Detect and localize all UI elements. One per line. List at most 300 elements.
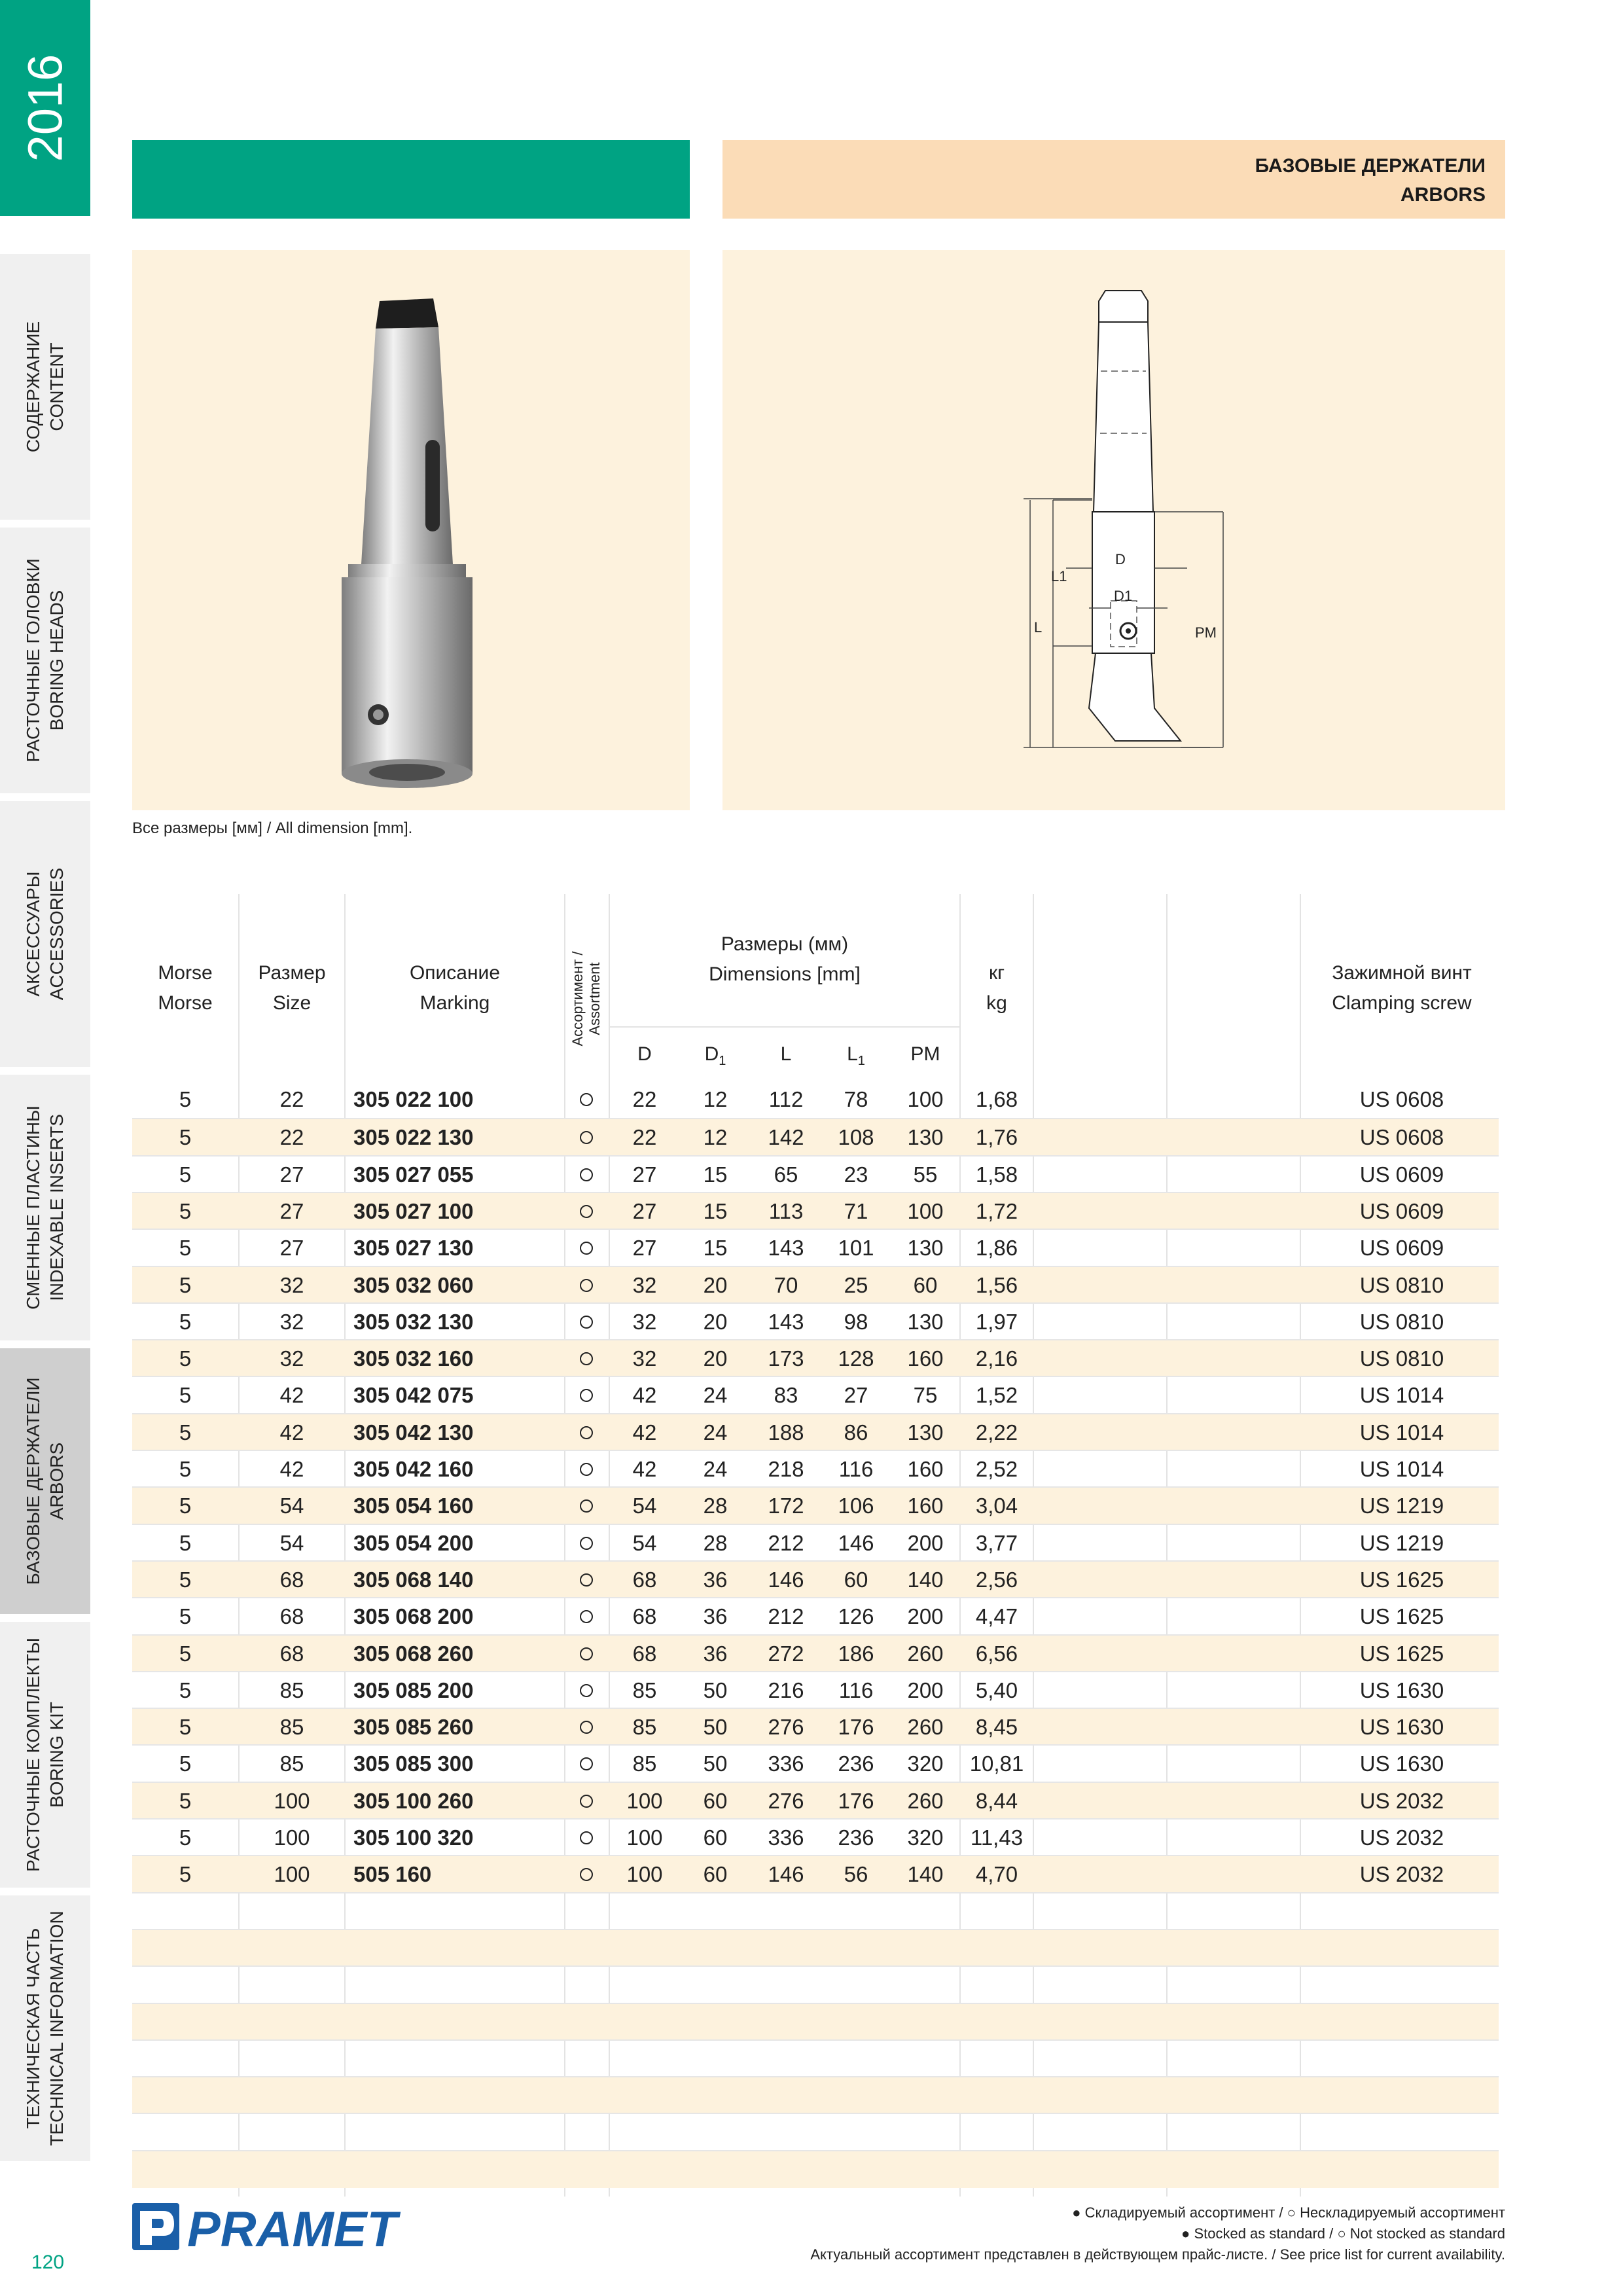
table-cell: 1,58 [975, 1162, 1018, 1187]
header-green-bar [132, 140, 690, 219]
table-cell: 100 [907, 1087, 944, 1111]
table-row [132, 2039, 1499, 2077]
sidebar-tab-label-ru: АКСЕССУАРЫ [23, 871, 43, 997]
header-L: L [780, 1043, 792, 1065]
table-cell: 1,72 [975, 1198, 1018, 1223]
section-header [722, 140, 1505, 219]
sidebar-tab-content[interactable] [0, 254, 90, 520]
table-cell: 100 [626, 1825, 663, 1850]
table-cell: 54 [632, 1494, 657, 1518]
table-row [132, 1155, 1499, 1193]
table-cell: 3,04 [975, 1494, 1018, 1518]
footer-availability-note: Актуальный ассортимент представлен в действующем прайс-листе. / See price list for current availability. [810, 2246, 1505, 2263]
table-cell: 276 [768, 1715, 804, 1740]
table-cell: US 1219 [1359, 1494, 1444, 1518]
header-PM: PM [910, 1043, 940, 1065]
table-cell: 12 [703, 1087, 728, 1111]
table-cell: 305 042 130 [353, 1420, 474, 1444]
table-cell: US 1630 [1359, 1751, 1444, 1776]
table-cell: 200 [907, 1677, 944, 1702]
header-morse: Morse Morse [158, 962, 213, 1014]
table-cell: 2,16 [975, 1346, 1018, 1371]
table-cell: 160 [907, 1457, 944, 1481]
arbor-photo [132, 250, 690, 810]
table-row [132, 1339, 1499, 1377]
table-cell: 1,86 [975, 1236, 1018, 1261]
table-cell: 36 [703, 1567, 728, 1592]
table-cell: 32 [279, 1272, 304, 1297]
table-cell: 305 054 200 [353, 1530, 474, 1555]
table-cell: 5 [179, 1788, 192, 1813]
table-cell: 140 [907, 1567, 944, 1592]
table-cell: US 1625 [1359, 1567, 1444, 1592]
table-cell: 50 [703, 1751, 728, 1776]
table-cell: 27 [279, 1162, 304, 1187]
table-cell: 83 [774, 1383, 798, 1408]
table-cell: 116 [838, 1457, 874, 1481]
table-cell: US 0608 [1359, 1087, 1444, 1111]
table-cell: 20 [703, 1272, 728, 1297]
table-row [132, 1708, 1499, 1746]
footer-legend-en: ● Stocked as standard / ○ Not stocked as standard [1181, 2225, 1505, 2242]
table-cell: 68 [279, 1604, 304, 1629]
header-size: Размер Size [258, 962, 326, 1014]
table-cell: 54 [279, 1530, 304, 1555]
table-cell: 42 [279, 1457, 304, 1481]
label-D: D [1115, 551, 1126, 567]
dimension-note: Все размеры [мм] / All dimension [mm]. [132, 819, 413, 837]
table-cell: US 0609 [1359, 1236, 1444, 1261]
table-cell: 5 [179, 1862, 192, 1887]
header-L1: $L_1$ [847, 1043, 865, 1068]
table-cell: 32 [632, 1309, 657, 1334]
table-cell: US 1014 [1359, 1457, 1444, 1481]
table-cell: 100 [274, 1862, 310, 1887]
header-marking: Описание Marking [409, 962, 501, 1014]
table-row [132, 1229, 1499, 1266]
table-cell: 60 [703, 1788, 728, 1813]
table-cell: 305 085 300 [353, 1751, 474, 1776]
table-row [132, 1634, 1499, 1672]
table-cell: 22 [632, 1087, 657, 1111]
table-cell: 85 [632, 1677, 657, 1702]
table-cell: 5 [179, 1457, 192, 1481]
table-cell: 146 [768, 1862, 804, 1887]
table-cell: 130 [907, 1125, 944, 1150]
table-row [132, 1302, 1499, 1340]
sidebar-tab-label-en: ARBORS [46, 1442, 67, 1520]
not-stocked-icon [580, 1795, 593, 1808]
table-cell: US 0810 [1359, 1309, 1444, 1334]
table-cell: 305 085 200 [353, 1677, 474, 1702]
table-row [132, 1192, 1499, 1230]
not-stocked-icon [580, 1352, 593, 1365]
table-row [132, 2076, 1499, 2114]
table-cell: 42 [632, 1383, 657, 1408]
table-cell: 186 [838, 1641, 874, 1666]
table-cell: 188 [768, 1420, 804, 1444]
table-cell: 68 [632, 1567, 657, 1592]
table-cell: 128 [838, 1346, 874, 1371]
section-title-en: ARBORS [1400, 184, 1486, 206]
table-cell: 260 [907, 1641, 944, 1666]
table-cell: US 0810 [1359, 1272, 1444, 1297]
table-cell: 27 [279, 1198, 304, 1223]
table-cell: 142 [768, 1125, 804, 1150]
table-cell: US 0609 [1359, 1162, 1444, 1187]
sidebar-tab-accessories[interactable] [0, 801, 90, 1067]
table-row [132, 1892, 1499, 1930]
sidebar-tab-label-ru: БАЗОВЫЕ ДЕРЖАТЕЛИ [23, 1377, 43, 1585]
header-D: D [637, 1043, 652, 1065]
table-cell: 130 [907, 1309, 944, 1334]
table-cell: 36 [703, 1641, 728, 1666]
table-cell: 305 022 100 [353, 1087, 474, 1111]
table-cell: 85 [279, 1751, 304, 1776]
label-L1: L1 [1051, 568, 1067, 584]
table-cell: 60 [703, 1862, 728, 1887]
not-stocked-icon [580, 1647, 593, 1660]
table-cell: 20 [703, 1346, 728, 1371]
table-cell: 27 [279, 1236, 304, 1261]
table-cell: 172 [768, 1494, 804, 1518]
table-row [132, 1524, 1499, 1562]
table-cell: 5 [179, 1272, 192, 1297]
table-cell: 100 [274, 1825, 310, 1850]
label-PM: PM [1195, 624, 1217, 641]
table-cell: 75 [913, 1383, 938, 1408]
table-cell: 1,76 [975, 1125, 1018, 1150]
table-cell: 1,68 [975, 1087, 1018, 1111]
table-cell: 5 [179, 1087, 192, 1111]
table-cell: 60 [913, 1272, 938, 1297]
table-cell: 3,77 [975, 1530, 1018, 1555]
brand-name: PRAMET [187, 2202, 397, 2257]
not-stocked-icon [580, 1316, 593, 1329]
label-L: L [1034, 619, 1043, 636]
table-cell: 260 [907, 1715, 944, 1740]
table-row [132, 1081, 1499, 1118]
table-cell: 56 [844, 1862, 868, 1887]
table-cell: 100 [274, 1788, 310, 1813]
section-title-ru: БАЗОВЫЕ ДЕРЖАТЕЛИ [1255, 155, 1486, 177]
table-cell: 23 [844, 1162, 868, 1187]
table-cell: 22 [279, 1087, 304, 1111]
sidebar-tab-boring-heads[interactable] [0, 528, 90, 793]
table-cell: 305 100 320 [353, 1825, 474, 1850]
table-cell: 212 [768, 1530, 804, 1555]
table-cell: 116 [838, 1677, 874, 1702]
table-cell: 5 [179, 1825, 192, 1850]
table-cell: 276 [768, 1788, 804, 1813]
not-stocked-icon [580, 1684, 593, 1697]
table-cell: US 0810 [1359, 1346, 1444, 1371]
header-weight: кг kg [986, 962, 1007, 1014]
table-cell: 5 [179, 1715, 192, 1740]
table-cell: 336 [768, 1825, 804, 1850]
header-D1: $D_1$ [704, 1043, 726, 1068]
table-cell: 108 [838, 1125, 874, 1150]
year-label: 2016 [18, 54, 73, 162]
pramet-logo [132, 2198, 407, 2260]
table-cell: 22 [279, 1125, 304, 1150]
table-cell: 320 [907, 1751, 944, 1776]
sidebar-tab-label-ru: СОДЕРЖАНИЕ [23, 321, 43, 453]
not-stocked-icon [580, 1093, 593, 1106]
table-cell: 305 068 140 [353, 1567, 474, 1592]
table-cell: 4,70 [975, 1862, 1018, 1887]
table-cell: 100 [626, 1862, 663, 1887]
table-cell: 216 [768, 1677, 804, 1702]
year-badge [0, 0, 90, 216]
sidebar-tab-arbors[interactable] [0, 1348, 90, 1614]
table-cell: 54 [279, 1494, 304, 1518]
table-cell: 11,43 [970, 1825, 1024, 1850]
table-cell: 2,56 [975, 1567, 1018, 1592]
sidebar-tab-label-en: BORING HEADS [46, 590, 67, 731]
table-cell: 173 [768, 1346, 804, 1371]
table-cell: 5 [179, 1346, 192, 1371]
table-cell: 24 [703, 1383, 728, 1408]
table-cell: 28 [703, 1530, 728, 1555]
table-cell: 218 [768, 1457, 804, 1481]
table-cell: 130 [907, 1236, 944, 1261]
table-cell: 32 [632, 1272, 657, 1297]
table-cell: 305 042 160 [353, 1457, 474, 1481]
sidebar-tab-technical-information[interactable] [0, 1895, 90, 2161]
not-stocked-icon [580, 1610, 593, 1623]
table-cell: US 2032 [1359, 1862, 1444, 1887]
table-cell: 5 [179, 1604, 192, 1629]
table-cell: 28 [703, 1494, 728, 1518]
table-cell: 5 [179, 1162, 192, 1187]
table-cell: 305 027 130 [353, 1236, 474, 1261]
not-stocked-icon [580, 1168, 593, 1181]
table-cell: 272 [768, 1641, 804, 1666]
table-row [132, 1597, 1499, 1635]
table-cell: US 2032 [1359, 1825, 1444, 1850]
not-stocked-icon [580, 1389, 593, 1402]
table-cell: 15 [703, 1162, 728, 1187]
sidebar-tab-label-en: ACCESSORIES [46, 867, 67, 1001]
table-cell: 20 [703, 1309, 728, 1334]
table-row [132, 1560, 1499, 1598]
not-stocked-icon [580, 1242, 593, 1255]
table-row [132, 1413, 1499, 1451]
table-cell: 160 [907, 1346, 944, 1371]
table-cell: 236 [838, 1751, 874, 1776]
table-cell: 70 [774, 1272, 798, 1297]
table-cell: 15 [703, 1236, 728, 1261]
table-cell: 5 [179, 1641, 192, 1666]
table-row [132, 1929, 1499, 1967]
not-stocked-icon [580, 1537, 593, 1550]
table-cell: 112 [768, 1087, 804, 1111]
table-row [132, 1965, 1499, 2003]
table-cell: 5 [179, 1567, 192, 1592]
table-cell: 100 [907, 1198, 944, 1223]
table-cell: 5 [179, 1198, 192, 1223]
table-cell: 5 [179, 1420, 192, 1444]
sidebar-tab-label-en: CONTENT [46, 342, 67, 431]
table-cell: 5 [179, 1751, 192, 1776]
table-cell: 305 100 260 [353, 1788, 474, 1813]
table-cell: 5 [179, 1677, 192, 1702]
table-cell: 55 [913, 1162, 938, 1187]
header-assortment: Ассортимент / Assortment [569, 951, 603, 1047]
table-cell: 113 [768, 1198, 804, 1223]
not-stocked-icon [580, 1721, 593, 1734]
table-cell: 32 [279, 1346, 304, 1371]
table-cell: US 1014 [1359, 1420, 1444, 1444]
table-cell: 305 032 160 [353, 1346, 474, 1371]
table-cell: 6,56 [975, 1641, 1018, 1666]
table-cell: 42 [279, 1383, 304, 1408]
page-number: 120 [31, 2251, 65, 2273]
sidebar-tab-boring-kit[interactable] [0, 1622, 90, 1888]
table-cell: 505 160 [353, 1862, 432, 1887]
sidebar-tab-indexable-inserts[interactable] [0, 1075, 90, 1340]
sidebar-tab-label-en: TECHNICAL INFORMATION [46, 1910, 67, 2146]
table-cell: 140 [907, 1862, 944, 1887]
table-row [132, 2003, 1499, 2041]
table-cell: 1,56 [975, 1272, 1018, 1297]
table-cell: 305 032 130 [353, 1309, 474, 1334]
table-cell: 1,97 [975, 1309, 1018, 1334]
table-cell: US 0609 [1359, 1198, 1444, 1223]
table-cell: 32 [279, 1309, 304, 1334]
table-cell: 305 027 100 [353, 1198, 474, 1223]
table-cell: 305 068 200 [353, 1604, 474, 1629]
not-stocked-icon [580, 1279, 593, 1292]
table-cell: 98 [844, 1309, 868, 1334]
table-cell: 305 085 260 [353, 1715, 474, 1740]
table-cell: 4,47 [975, 1604, 1018, 1629]
table-row [132, 1376, 1499, 1414]
table-cell: 305 054 160 [353, 1494, 474, 1518]
table-cell: US 1219 [1359, 1530, 1444, 1555]
table-cell: 85 [279, 1677, 304, 1702]
not-stocked-icon [580, 1868, 593, 1881]
table-cell: 36 [703, 1604, 728, 1629]
sidebar-tab-label-en: INDEXABLE INSERTS [46, 1114, 67, 1301]
table-cell: 8,44 [975, 1788, 1018, 1813]
table-cell: 68 [279, 1641, 304, 1666]
table-cell: 143 [768, 1309, 804, 1334]
table-row [132, 1671, 1499, 1709]
table-cell: 65 [774, 1162, 798, 1187]
label-D1: D1 [1114, 588, 1133, 604]
header-dimensions: Размеры (мм) Dimensions [mm] [709, 933, 861, 985]
table-cell: 78 [844, 1087, 868, 1111]
table-cell: 305 068 260 [353, 1641, 474, 1666]
not-stocked-icon [580, 1757, 593, 1770]
arbor-drawing [722, 250, 1505, 810]
table-cell: 24 [703, 1457, 728, 1481]
table-cell: 68 [632, 1604, 657, 1629]
table-cell: 200 [907, 1604, 944, 1629]
table-cell: US 1630 [1359, 1677, 1444, 1702]
table-cell: 5 [179, 1125, 192, 1150]
table-cell: 305 022 130 [353, 1125, 474, 1150]
table-cell: 22 [632, 1125, 657, 1150]
table-cell: US 1630 [1359, 1715, 1444, 1740]
table-cell: 15 [703, 1198, 728, 1223]
table-cell: 60 [844, 1567, 868, 1592]
table-cell: 5 [179, 1236, 192, 1261]
table-cell: 24 [703, 1420, 728, 1444]
table-cell: 101 [838, 1236, 874, 1261]
table-cell: 305 027 055 [353, 1162, 474, 1187]
table-cell: 126 [838, 1604, 874, 1629]
table-cell: 305 042 075 [353, 1383, 474, 1408]
table-cell: 5 [179, 1383, 192, 1408]
table-cell: 212 [768, 1604, 804, 1629]
sidebar-tab-label-ru: СМЕННЫЕ ПЛАСТИНЫ [23, 1105, 43, 1310]
table-cell: 85 [279, 1715, 304, 1740]
dim-subheader-line [610, 1026, 959, 1028]
table-cell: 5 [179, 1309, 192, 1334]
table-cell: 27 [844, 1383, 868, 1408]
table-cell: 260 [907, 1788, 944, 1813]
table-cell: 25 [844, 1272, 868, 1297]
table-cell: 85 [632, 1751, 657, 1776]
table-cell: 68 [632, 1641, 657, 1666]
table-cell: US 2032 [1359, 1788, 1444, 1813]
table-cell: 160 [907, 1494, 944, 1518]
table-cell: 143 [768, 1236, 804, 1261]
table-cell: 50 [703, 1715, 728, 1740]
table-cell: 200 [907, 1530, 944, 1555]
table-cell: 8,45 [975, 1715, 1018, 1740]
sidebar-tab-label-ru: ТЕХНИЧЕСКАЯ ЧАСТЬ [23, 1928, 43, 2129]
table-cell: 10,81 [969, 1751, 1024, 1776]
table-cell: 42 [279, 1420, 304, 1444]
table-cell: 2,22 [975, 1420, 1018, 1444]
footer-legend-ru: ● Складируемый ассортимент / ○ Нескладируемый ассортимент [1072, 2204, 1505, 2221]
not-stocked-icon [580, 1426, 593, 1439]
not-stocked-icon [580, 1831, 593, 1844]
table-cell: 5 [179, 1530, 192, 1555]
table-row [132, 2150, 1499, 2188]
table-cell: 236 [838, 1825, 874, 1850]
table-row [132, 1486, 1499, 1524]
sidebar-tab-label-ru: РАСТОЧНЫЕ КОМПЛЕКТЫ [23, 1638, 43, 1872]
sidebar [0, 0, 90, 2296]
table-row [132, 1782, 1499, 1820]
table-cell: 86 [844, 1420, 868, 1444]
not-stocked-icon [580, 1205, 593, 1218]
table-cell: 100 [626, 1788, 663, 1813]
table-cell: 85 [632, 1715, 657, 1740]
sidebar-tab-label-ru: РАСТОЧНЫЕ ГОЛОВКИ [23, 558, 43, 762]
not-stocked-icon [580, 1499, 593, 1513]
table-row [132, 1266, 1499, 1304]
table-cell: 146 [768, 1567, 804, 1592]
table-cell: 68 [279, 1567, 304, 1592]
table-cell: 336 [768, 1751, 804, 1776]
table-row [132, 1855, 1499, 1893]
table-cell: 320 [907, 1825, 944, 1850]
table-cell: 176 [838, 1715, 874, 1740]
table-cell: 54 [632, 1530, 657, 1555]
table-cell: 130 [907, 1420, 944, 1444]
table-cell: 27 [632, 1198, 657, 1223]
table-cell: 27 [632, 1162, 657, 1187]
table-row [132, 1744, 1499, 1782]
table-cell: 2,52 [975, 1457, 1018, 1481]
table-cell: US 1625 [1359, 1604, 1444, 1629]
